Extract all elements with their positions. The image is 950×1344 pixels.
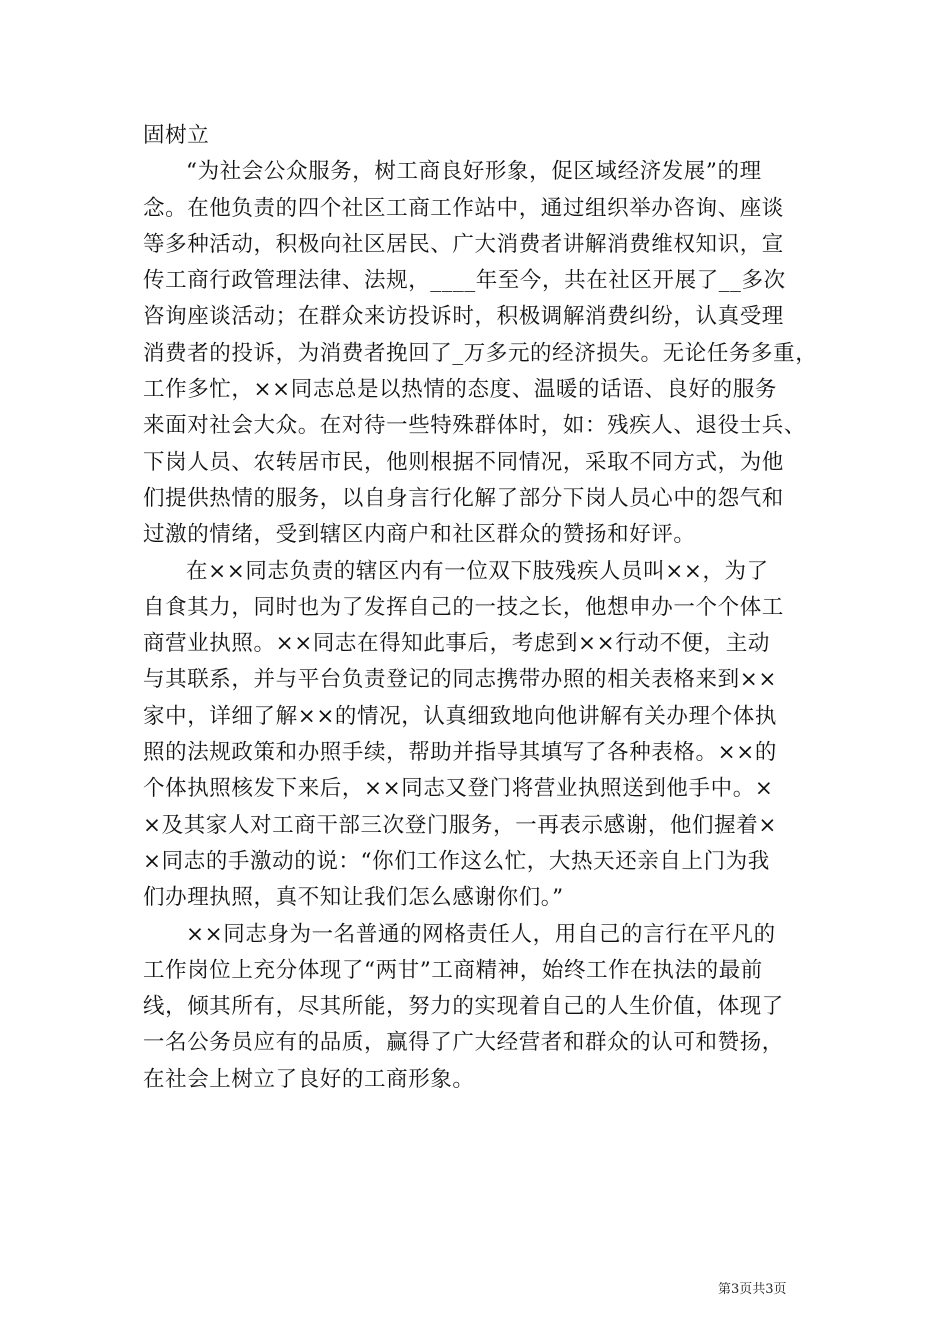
text-line: 来面对社会大众。在对待一些特殊群体时，如：残疾人、退役士兵、 xyxy=(143,413,807,439)
text-line: 个体执照核发下来后，××同志又登门将营业执照送到他手中。× xyxy=(143,776,774,802)
text-line: 念。在他负责的四个社区工商工作站中，通过组织举办咨询、座谈 xyxy=(143,195,784,221)
text-line: 一名公务员应有的品质，赢得了广大经营者和群众的认可和赞扬， xyxy=(143,1030,784,1056)
text-line: 在××同志负责的辖区内有一位双下肢残疾人员叫××，为了 xyxy=(186,558,769,584)
text-line: 消费者的投诉，为消费者挽回了_万多元的经济损失。无论任务多重， xyxy=(143,340,818,366)
document-body xyxy=(143,118,819,1098)
text-line: 家中，详细了解××的情况，认真细致地向他讲解有关办理个体执 xyxy=(143,703,777,729)
text-line: 在社会上树立了良好的工商形象。 xyxy=(143,1066,475,1092)
text-line: 下岗人员、农转居市民，他则根据不同情况，采取不同方式，为他 xyxy=(143,449,784,475)
text-line: ×同志的手激动的说：“你们工作这么忙，大热天还亲自上门为我 xyxy=(143,848,770,874)
text-line: 照的法规政策和办照手续，帮助并指导其填写了各种表格。××的 xyxy=(143,740,777,766)
text-line: 等多种活动，积极向社区居民、广大消费者讲解消费维权知识，宣 xyxy=(143,231,784,257)
text-line: 固树立 xyxy=(143,123,210,148)
text-line: 传工商行政管理法律、法规，____年至今，共在社区开展了__多次 xyxy=(143,268,786,294)
text-line: ××同志身为一名普通的网格责任人，用自己的言行在平凡的 xyxy=(186,921,776,947)
text-line: 与其联系，并与平台负责登记的同志携带办照的相关表格来到×× xyxy=(143,667,777,693)
text-line: 们提供热情的服务，以自身言行化解了部分下岗人员心中的怨气和 xyxy=(143,485,784,511)
text-line: “为社会公众服务，树工商良好形象，促区域经济发展”的理 xyxy=(186,159,762,185)
text-line: ×及其家人对工商干部三次登门服务，一再表示感谢，他们握着× xyxy=(143,812,777,838)
text-line: 自食其力，同时也为了发挥自己的一技之长，他想申办一个个体工 xyxy=(143,594,784,620)
text-line: 们办理执照，真不知让我们怎么感谢你们。” xyxy=(143,885,564,911)
text-line: 过激的情绪，受到辖区内商户和社区群众的赞扬和好评。 xyxy=(143,522,696,548)
text-line: 工作岗位上充分体现了“两甘”工商精神，始终工作在执法的最前 xyxy=(143,957,763,983)
text-line: 工作多忙，××同志总是以热情的态度、温暖的话语、良好的服务 xyxy=(143,377,777,403)
text-line: 咨询座谈活动；在群众来访投诉时，积极调解消费纠纷，认真受理 xyxy=(143,304,784,330)
text-line: 线，倾其所有，尽其所能，努力的实现着自己的人生价值，体现了 xyxy=(143,994,784,1020)
text-line: 商营业执照。××同志在得知此事后，考虑到××行动不便，主动 xyxy=(143,631,770,657)
page-number-footer: 第3页共3页 xyxy=(718,1282,787,1297)
